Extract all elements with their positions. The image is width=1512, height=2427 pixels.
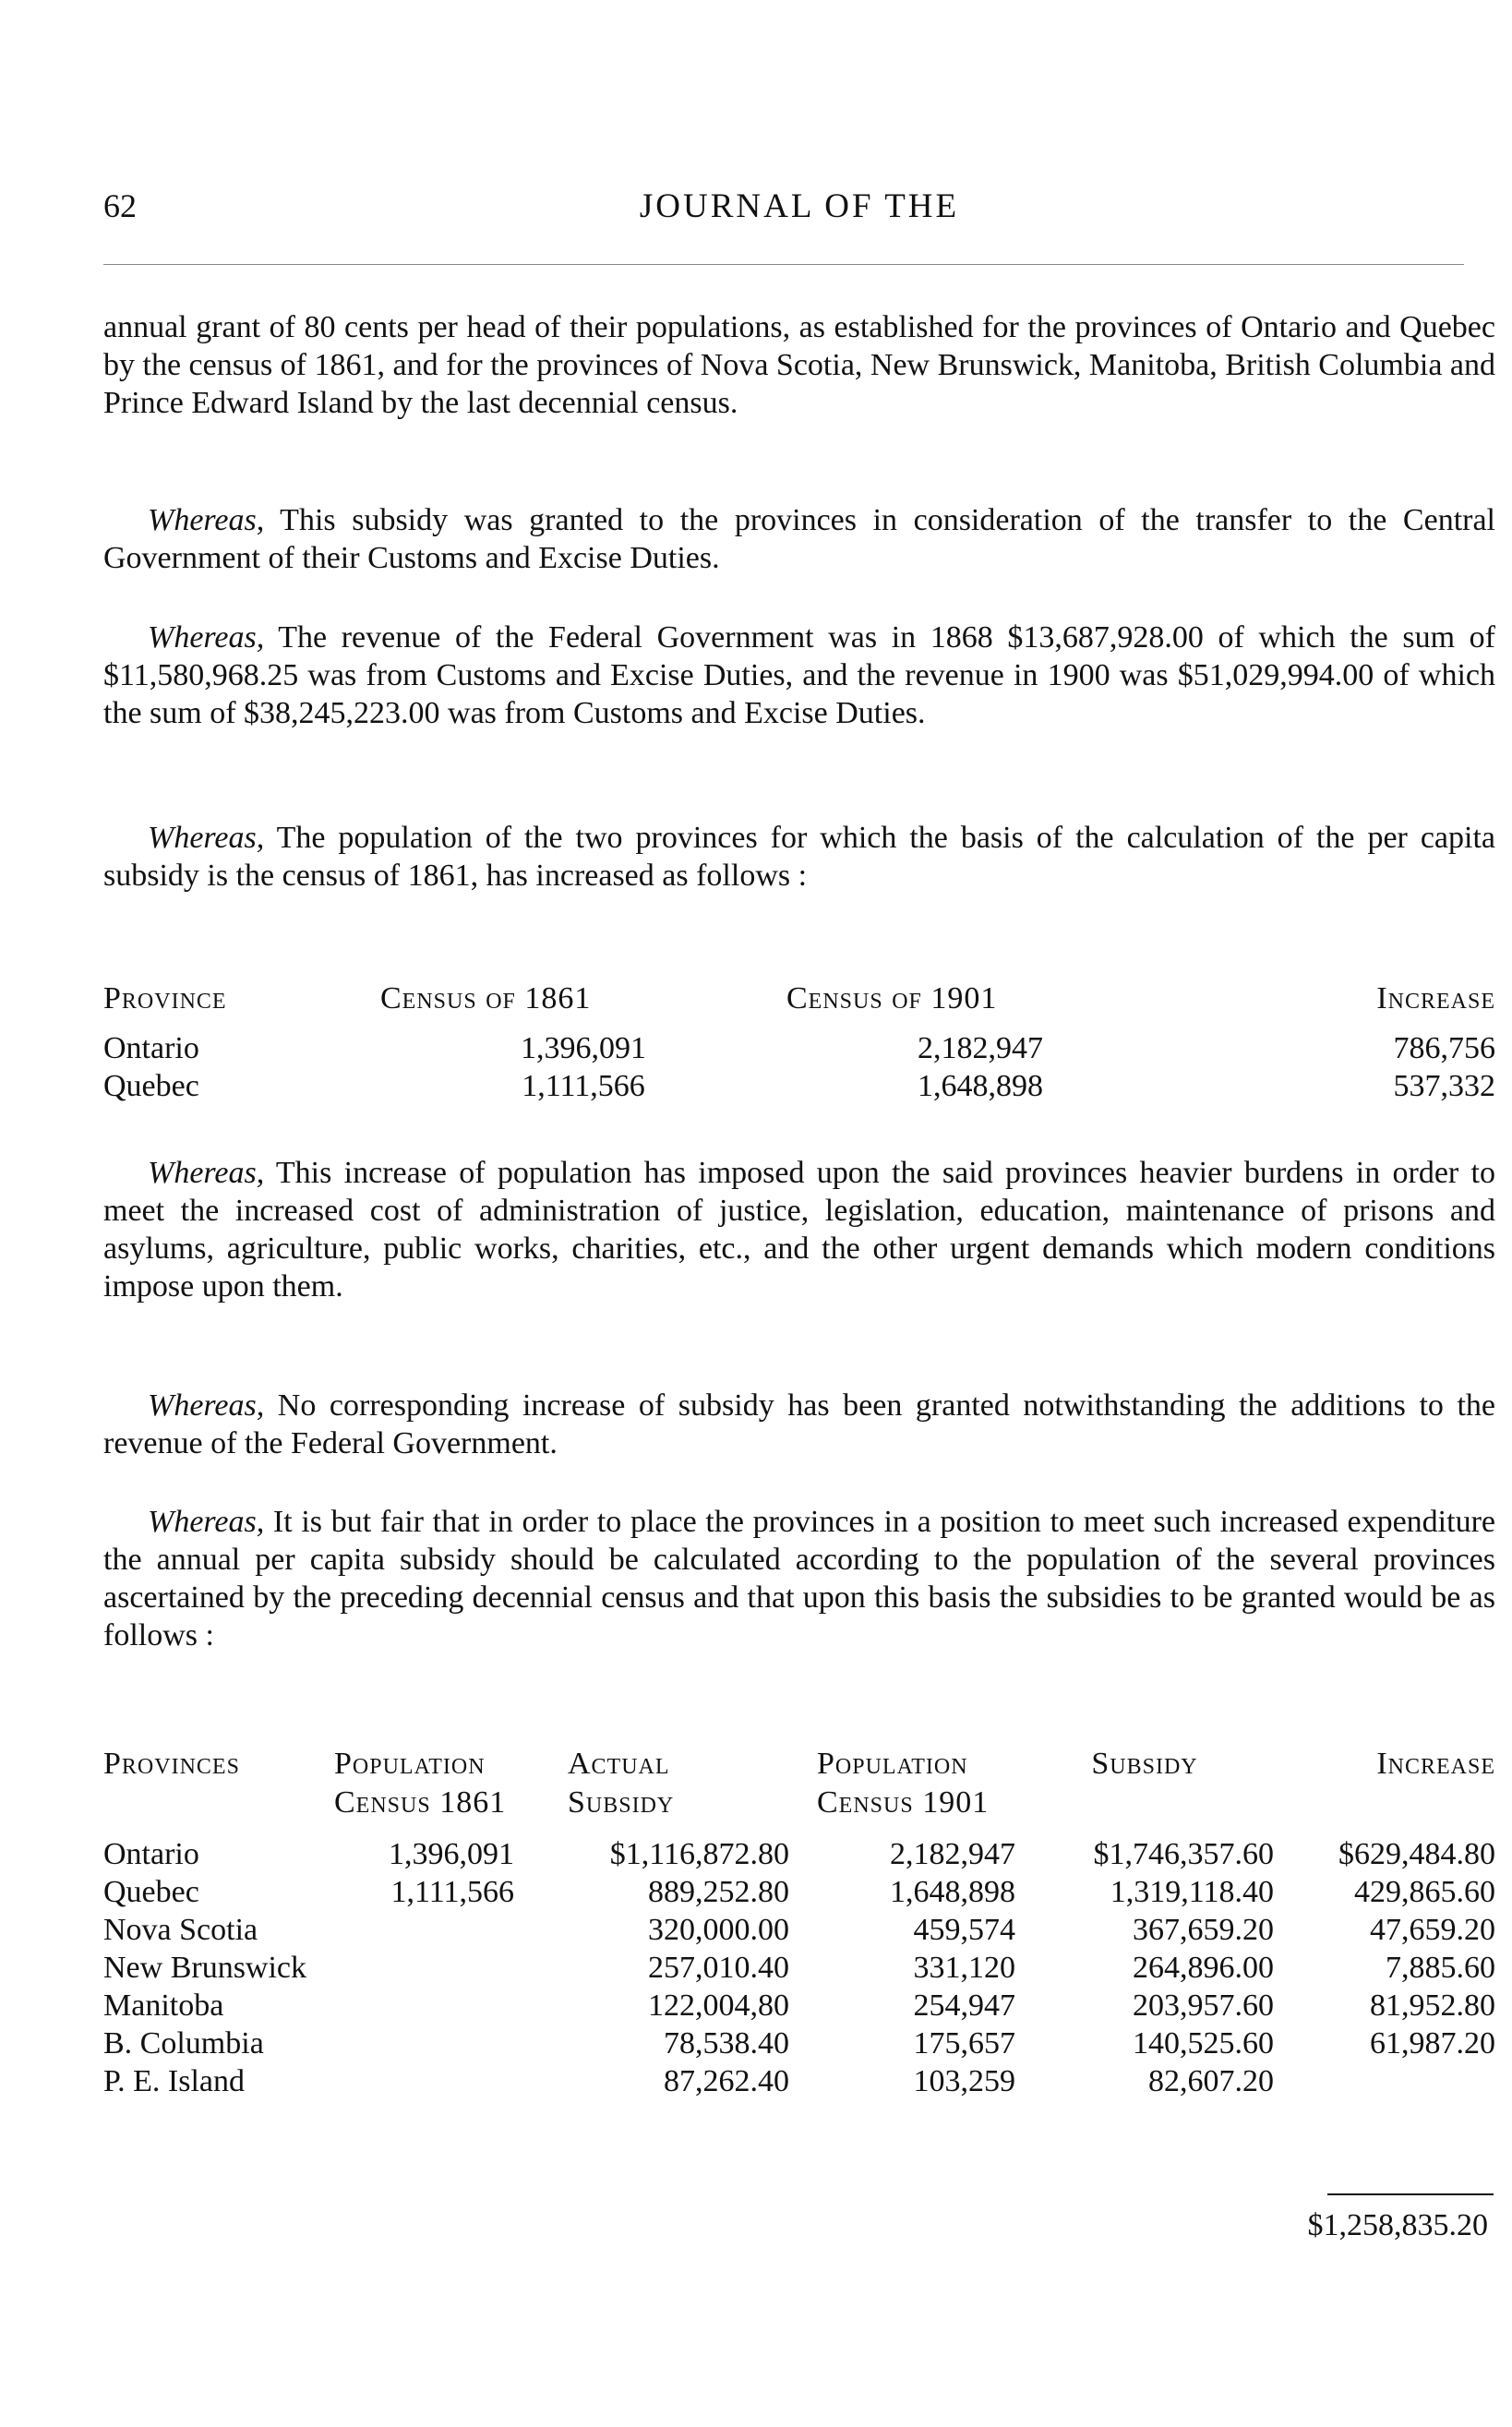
cell: 122,004,80 (648, 1988, 789, 2023)
increase-total: $1,258,835.20 (1307, 2208, 1488, 2242)
cell: 82,607.20 (1148, 2064, 1274, 2098)
subsidy-table (103, 1745, 1495, 2100)
table-row (103, 1029, 1495, 1067)
paragraph-1 (103, 308, 1495, 422)
cell: 264,896.00 (1133, 1951, 1274, 1985)
col-header-province: Province (103, 981, 227, 1015)
col-header-population-1861 (334, 1745, 531, 1835)
paragraph-2-text: This subsidy was granted to the provinces in consideration of the transfer to the Central Government of their Customs and Excise Duties. (103, 503, 1495, 575)
cell: $1,116,872.80 (609, 1837, 789, 1871)
cell: 1,319,118.40 (1110, 1875, 1274, 1909)
whereas-lead: Whereas, (148, 821, 265, 855)
running-head: JOURNAL OF THE (639, 187, 960, 225)
cell: 1,396,091 (389, 1837, 514, 1871)
paragraph-3-text: The revenue of the Federal Government was in 1868 $13,687,928.00 of which the sum of $11,580,968.25 was from Customs and Excise Duties, and the revenue in 1900 was $51,029,994.00 of which the sum of $38,245,223.00 was from Customs and Excise Duties. (103, 620, 1495, 730)
cell: 47,659.20 (1370, 1913, 1495, 1947)
whereas-lead: Whereas, (148, 1156, 265, 1190)
col-header-subsidy: Subsidy (1091, 1747, 1198, 1781)
cell (334, 1911, 531, 1949)
cell: 103,259 (913, 2064, 1015, 2098)
whereas-lead: Whereas, (148, 503, 265, 537)
table-header-row (103, 1745, 1495, 1835)
cell: 459,574 (913, 1913, 1015, 1947)
paragraph-7 (103, 1503, 1495, 1654)
table-row (103, 2062, 1495, 2100)
cell (334, 1987, 531, 2025)
cell: 2,182,947 (918, 1030, 1043, 1065)
paragraph-5 (103, 1154, 1495, 1305)
paragraph-7-text: It is but fair that in order to place the provinces in a position to meet such increased expenditure the annual per capita subsidy should be calculated according to the population of the several provinces ascertained by the preceding decennial census and that upon this basis the subsidies to be granted would be as follows : (103, 1505, 1495, 1652)
cell: New Brunswick (103, 1951, 307, 1985)
cell: 367,659.20 (1133, 1913, 1274, 1947)
cell: 1,648,898 (918, 1068, 1043, 1103)
cell: 786,756 (1393, 1030, 1495, 1065)
cell: 320,000.00 (648, 1913, 789, 1947)
col-header-provinces: Provinces (103, 1747, 240, 1781)
cell: $629,484.80 (1338, 1837, 1495, 1871)
cell (334, 2025, 531, 2062)
cell: P. E. Island (103, 2064, 245, 2098)
cell: 1,396,091 (521, 1030, 646, 1065)
paragraph-5-text: This increase of population has imposed upon the said provinces heavier burdens in order to meet the increased cost of administration of justice, legislation, education, maintenance of prisons and asylums, agriculture, public works, charities, etc., and the other urgent demands which modern conditions impose upon them. (103, 1156, 1495, 1304)
cell (1274, 2062, 1495, 2100)
header-line: Population (817, 1747, 968, 1781)
col-header-increase: Increase (1376, 981, 1495, 1015)
cell: Manitoba (103, 1988, 224, 2023)
table-row (103, 1873, 1495, 1911)
table-row (103, 1911, 1495, 1949)
cell: 257,010.40 (648, 1951, 789, 1985)
col-header-actual-subsidy (531, 1745, 789, 1835)
cell: 175,657 (913, 2026, 1015, 2061)
col-header-increase: Increase (1376, 1747, 1495, 1781)
paragraph-1-text: annual grant of 80 cents per head of their populations, as established for the provinces of Ontario and Quebec by the census of 1861, and for the provinces of Nova Scotia, New Brunswick, Manitoba, British Columbia and Prince Edward Island by the last decennial census. (103, 310, 1496, 420)
cell: 203,957.60 (1133, 1988, 1274, 2023)
col-header-census-1861: Census of 1861 (380, 981, 592, 1015)
cell: 537,332 (1393, 1068, 1495, 1103)
paragraph-4-text: The population of the two provinces for which the basis of the calculation of the per capita subsidy is the census of 1861, has increased as follows : (103, 821, 1495, 893)
table-row (103, 1835, 1495, 1873)
table-header-row (103, 981, 1495, 1029)
cell: 7,885.60 (1386, 1951, 1495, 1985)
table-row (103, 1949, 1495, 1987)
cell: 1,111,566 (390, 1875, 514, 1909)
cell: 1,111,566 (522, 1068, 645, 1103)
cell (334, 2062, 531, 2100)
cell: Ontario (103, 1837, 199, 1871)
cell: $1,746,357.60 (1093, 1837, 1274, 1871)
paragraph-4 (103, 819, 1495, 895)
col-header-population-1901 (789, 1745, 1015, 1835)
col-header-census-1901: Census of 1901 (786, 981, 998, 1015)
cell: 81,952.80 (1370, 1988, 1495, 2023)
cell: Quebec (103, 1068, 199, 1103)
page-number: 62 (103, 187, 137, 224)
header-line: Actual (568, 1747, 670, 1781)
cell: 2,182,947 (890, 1837, 1015, 1871)
table-row (103, 1987, 1495, 2025)
total-rule (1327, 2193, 1494, 2195)
cell: Quebec (103, 1875, 199, 1909)
paragraph-2 (103, 501, 1495, 577)
whereas-lead: Whereas, (148, 1505, 265, 1539)
whereas-lead: Whereas, (148, 620, 265, 655)
page-header (103, 186, 1495, 242)
header-line: Census 1901 (817, 1785, 990, 1820)
paragraph-6 (103, 1387, 1495, 1462)
header-rule (103, 264, 1464, 265)
cell: 254,947 (913, 1988, 1015, 2023)
cell: 429,865.60 (1354, 1875, 1495, 1909)
table-row (103, 1067, 1495, 1105)
cell: B. Columbia (103, 2026, 264, 2061)
cell: 61,987.20 (1370, 2026, 1495, 2061)
header-line: Population (334, 1747, 486, 1781)
cell: 87,262.40 (664, 2064, 789, 2098)
paragraph-6-text: No corresponding increase of subsidy has been granted notwithstanding the additions to the revenue of the Federal Government. (103, 1388, 1495, 1460)
cell: Nova Scotia (103, 1913, 258, 1947)
header-line: Census 1861 (334, 1785, 507, 1820)
cell: 140,525.60 (1133, 2026, 1274, 2061)
table-row (103, 2025, 1495, 2062)
cell: 1,648,898 (890, 1875, 1015, 1909)
paragraph-3 (103, 619, 1495, 732)
cell: Ontario (103, 1030, 199, 1065)
cell: 78,538.40 (664, 2026, 789, 2061)
cell: 331,120 (913, 1951, 1015, 1985)
census-increase-table (103, 981, 1495, 1105)
cell: 889,252.80 (648, 1875, 789, 1909)
cell (334, 1949, 531, 1987)
header-line: Subsidy (568, 1785, 675, 1820)
whereas-lead: Whereas, (148, 1388, 265, 1423)
